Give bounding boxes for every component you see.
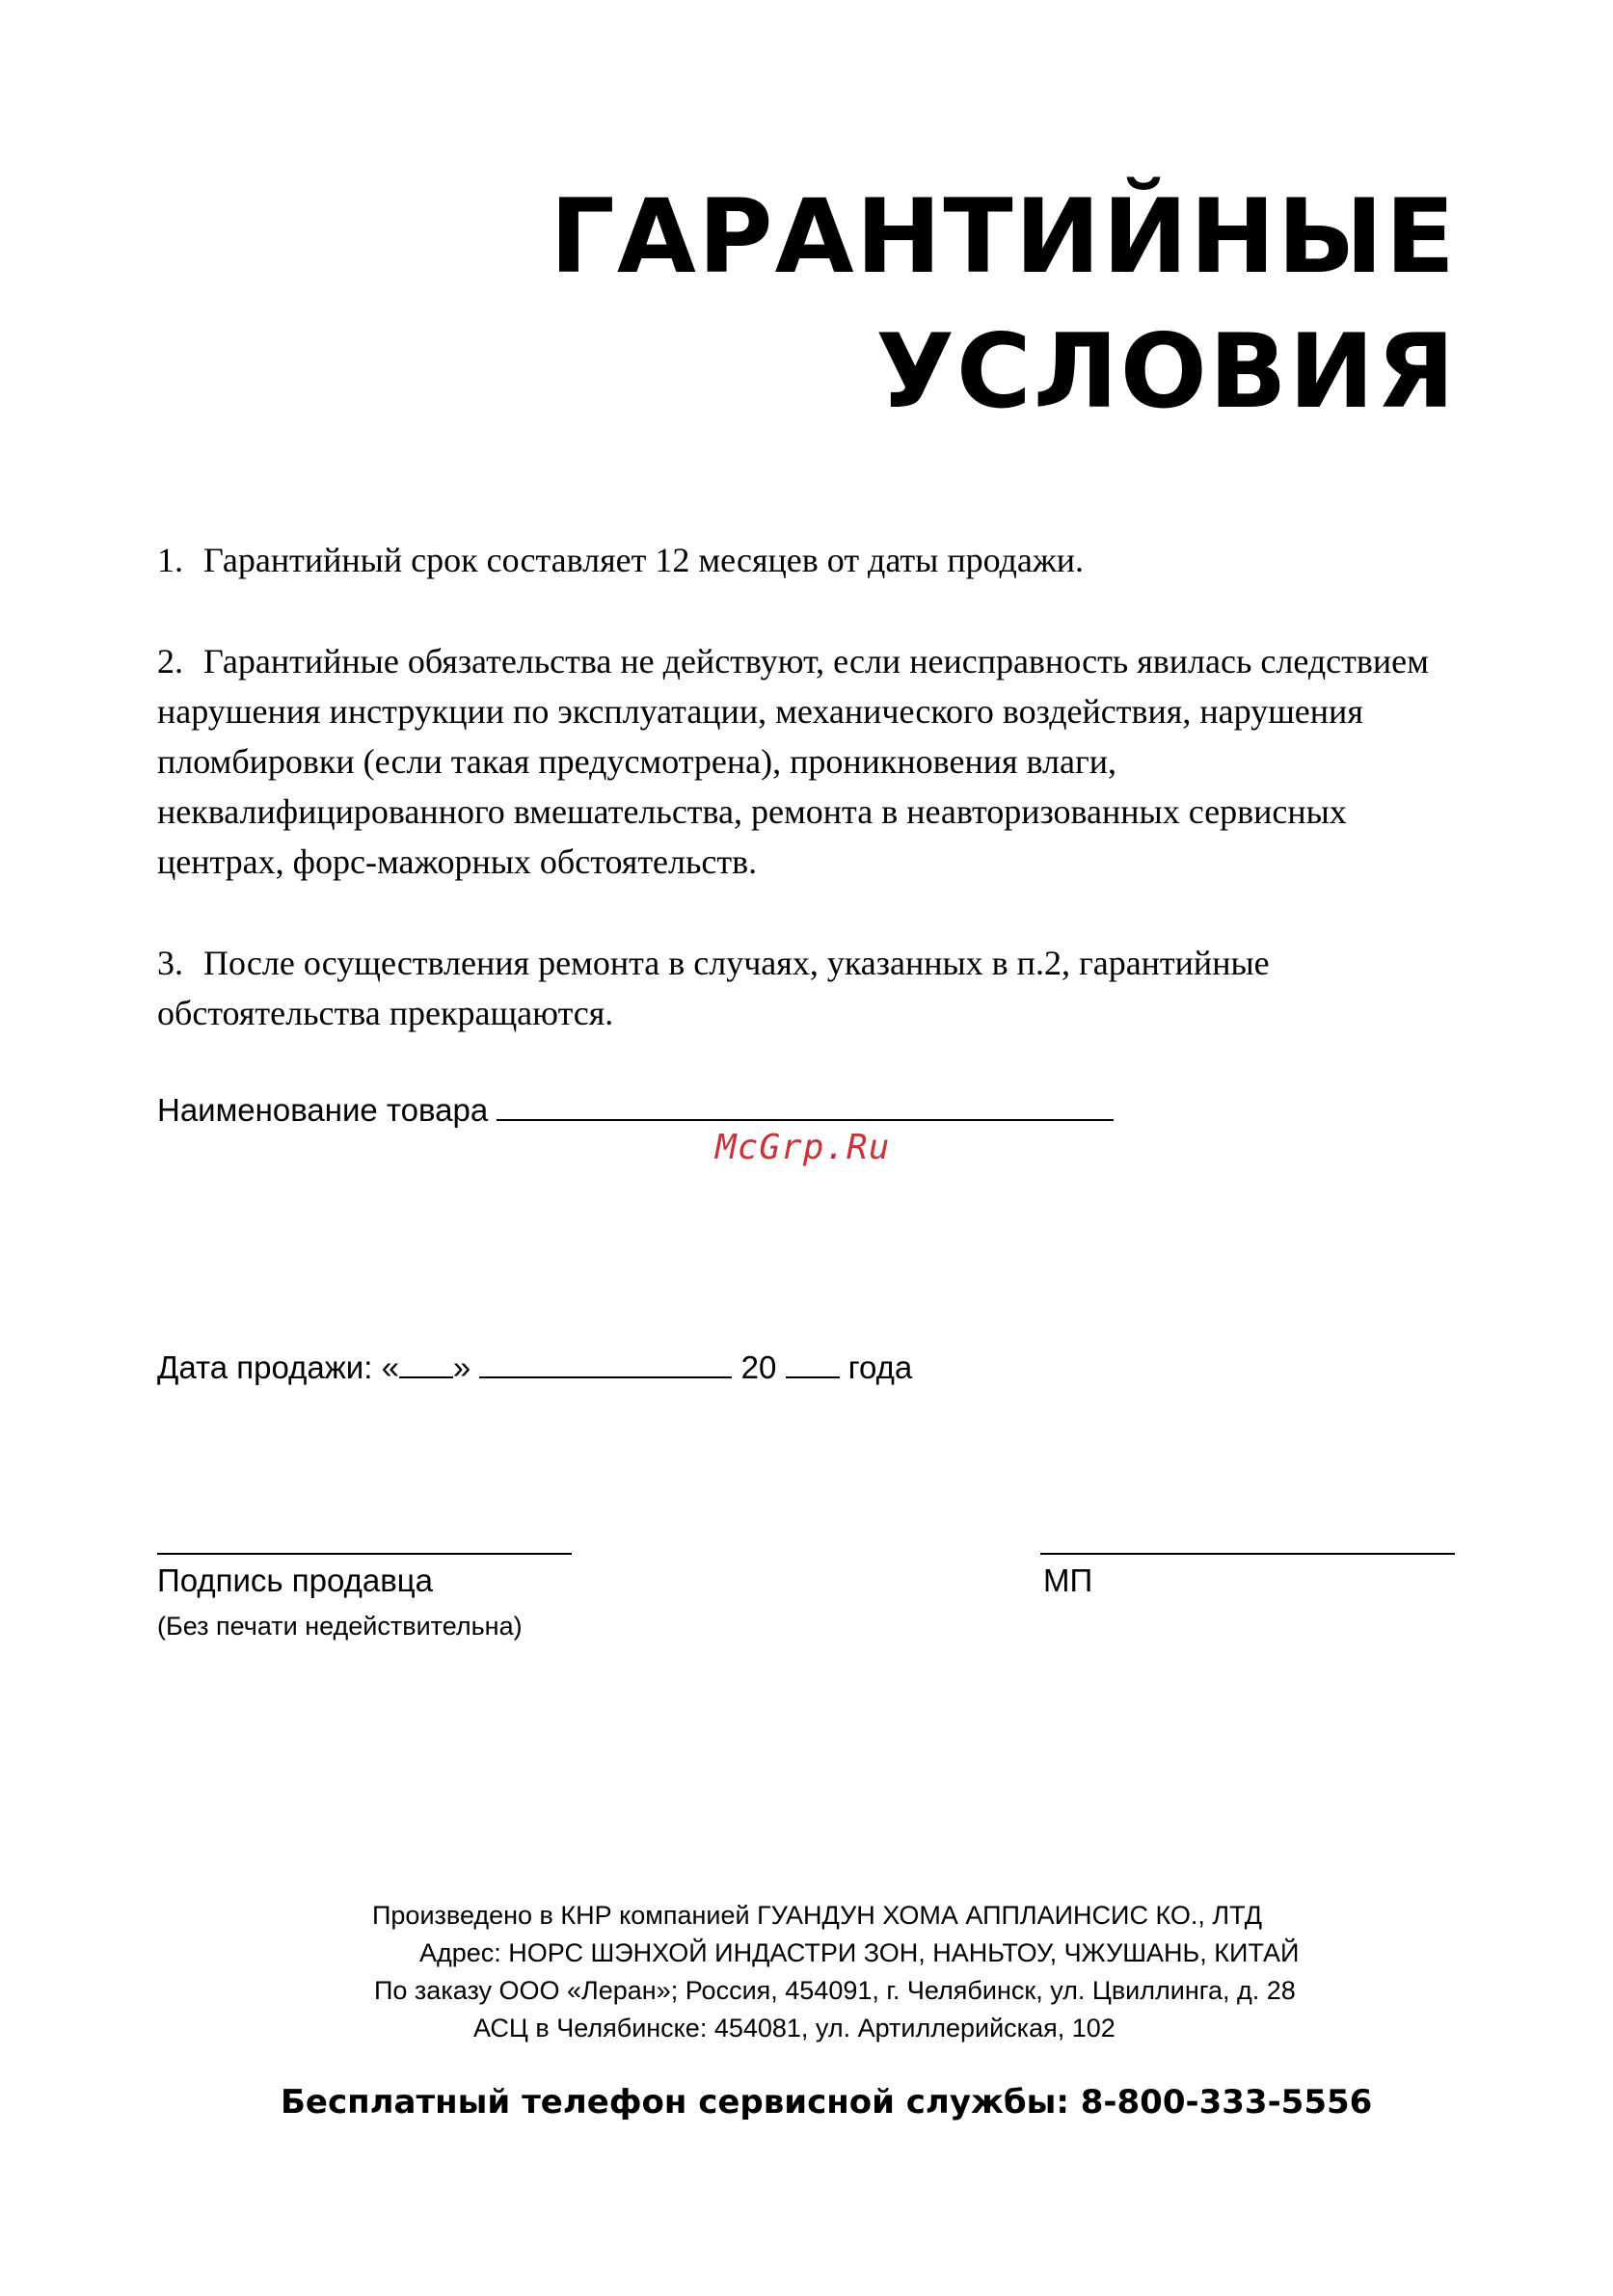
- service-hotline: Бесплатный телефон сервисной службы: 8-800-333-5556: [281, 2083, 1373, 2122]
- seller-signature-note: (Без печати недействительна): [157, 1612, 523, 1641]
- seller-signature-label: Подпись продавца: [157, 1562, 434, 1598]
- sale-month-blank[interactable]: [479, 1348, 732, 1378]
- clause-3: [157, 938, 1459, 1038]
- clause-number: 2.: [157, 642, 183, 681]
- seller-signature-line[interactable]: [157, 1553, 572, 1555]
- sale-year-blank[interactable]: [786, 1348, 840, 1378]
- stamp-label: МП: [1043, 1562, 1093, 1598]
- quote-open: «: [381, 1349, 399, 1385]
- clause-text: Гарантийные обязательства не действуют, если неисправность явилась следствием нарушения инструкции по эксплуатации, механического воздействия, нарушения пломбировки (если такая предусмотрена), проникновения влаги, неквалифицированного вмешательства, ремонта в неавторизованных сервисных центрах, форс-мажорных обстоятельств.: [157, 642, 1429, 881]
- quote-close: »: [452, 1349, 471, 1385]
- footer-customer: По заказу ООО «Леран»; Россия, 454091, г. Челябинск, ул. Цвиллинга, д. 28: [374, 1976, 1296, 2005]
- footer-address: Адрес: НОРС ШЭНХОЙ ИНДАСТРИ ЗОН, НАНЬТОУ, ЧЖУШАНЬ, КИТАЙ: [419, 1938, 1300, 1967]
- product-name-blank[interactable]: [497, 1090, 1114, 1121]
- clause-text: Гарантийный срок составляет 12 месяцев от даты продажи.: [203, 541, 1084, 579]
- clause-number: 1.: [157, 541, 183, 579]
- title-line-2: УСЛОВИЯ: [875, 312, 1457, 431]
- footer-manufacturer: Произведено в КНР компанией ГУАНДУН ХОМА АППЛАИНСИС КО., ЛТД: [372, 1901, 1262, 1930]
- sale-date-field: [157, 1348, 912, 1387]
- product-name-label: Наименование товара: [157, 1092, 489, 1128]
- clause-1: [157, 535, 1459, 585]
- sale-century: 20: [740, 1349, 777, 1385]
- sale-day-blank[interactable]: [399, 1348, 453, 1378]
- watermark: McGrp.Ru: [715, 1128, 891, 1167]
- sale-date-label: Дата продажи:: [157, 1349, 373, 1385]
- footer-service-center: АСЦ в Челябинске: 454081, ул. Артиллерийская, 102: [473, 2014, 1116, 2042]
- sale-date-suffix: года: [847, 1349, 913, 1385]
- clause-number: 3.: [157, 944, 183, 982]
- product-name-field: [157, 1090, 1114, 1130]
- clause-text: После осуществления ремонта в случаях, указанных в п.2, гарантийные обстоятельства прекращаются.: [157, 944, 1270, 1032]
- title-line-1: ГАРАНТИЙНЫЕ: [550, 177, 1457, 296]
- page-title: [396, 170, 1457, 440]
- warranty-clauses: [157, 535, 1459, 1089]
- stamp-line[interactable]: [1040, 1553, 1455, 1555]
- clause-2: [157, 636, 1459, 887]
